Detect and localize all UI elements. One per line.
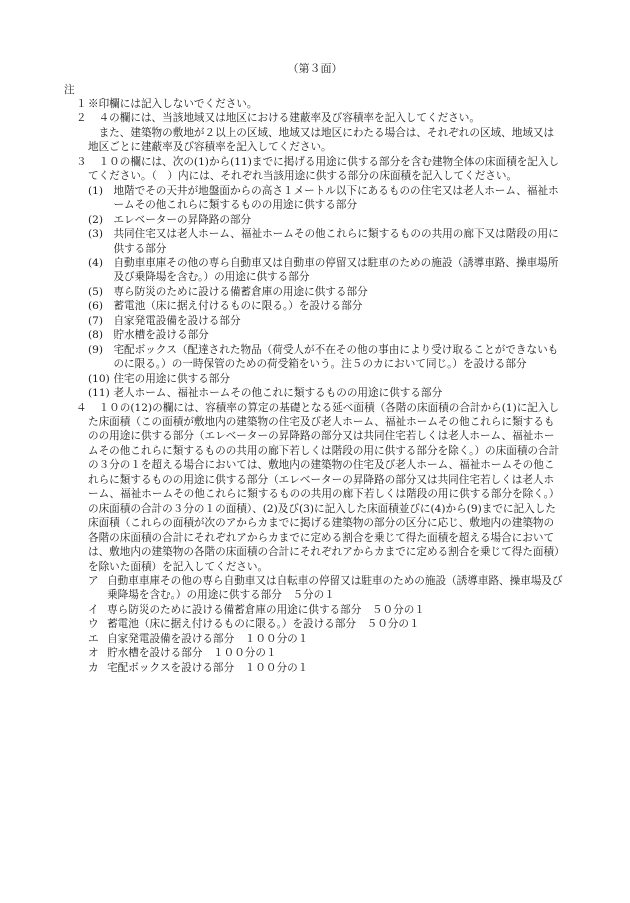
note-number: １	[76, 98, 87, 110]
note-2	[64, 111, 564, 154]
notes-list	[64, 97, 564, 675]
subitem-text: 蓄電池（床に据え付けるものに限る。）を設ける部分	[113, 300, 363, 313]
subitem-text: 自動車車庫その他の専ら自動車又は自動車の停留又は駐車のための施設（誘導車路、操車場所及び乗降場を含む。）の用途に供する部分	[113, 256, 559, 284]
note-subitem	[88, 617, 564, 631]
subitem-number: ア	[88, 574, 99, 587]
note-subitem	[88, 285, 564, 299]
subitem-ratio: １００分の１	[213, 647, 277, 660]
note-subitem	[88, 256, 564, 285]
note-subitem	[88, 386, 564, 400]
note-text: ※印欄には記入しないでください。	[88, 98, 258, 110]
subitem-text: 住宅の用途に供する部分	[113, 372, 230, 385]
subitem-text: 自家発電設備を設ける部分	[113, 314, 241, 327]
subitem-ratio: ５０分の１	[366, 618, 420, 631]
subitem-text: 自家発電設備を設ける部分	[107, 632, 235, 645]
note-1	[64, 97, 564, 111]
note-subitem	[88, 184, 564, 213]
note-text: １０の(12)の欄には、容積率の算定の基礎となる延べ面積（各階の床面積の合計から(1)に記入した床面積（この面積が敷地内の建築物の住宅及び老人ホーム、福祉ホームその他これらに類するものの用途に供する部分（エレベーターの昇降路の部分又は共同住宅若しくは老人ホーム、福祉ホームその他これらに類するものの共用の廊下若しくは階段の用に供する部分を除く。）の床面積の合計の３分の１を超える場合においては、敷地内の建築物の住宅及び老人ホーム、福祉ホームその他これらに類するものの用途に供する部分（エレベーターの昇降路の部分又は共同住宅若しくは老人ホーム、福祉ホームその他これらに類するものの共用の廊下若しくは階段の用に供する部分を除く。）の床面積の合計の３分の１の面積）、(2)及び(3)に記入した床面積並びに(4)から(9)までに記入した床面積（これらの面積が次のアからカまでに掲げる建築物の部分の区分に応じ、敷地内の建築物の各階の床面積の合計にそれぞれアからカまでに定める割合を乗じて得た面積を超える場合においては、敷地内の建築物の各階の床面積の合計にそれぞれアからカまでに定める割合を乗じて得た面積）を除いた面積）を記入してください。	[88, 401, 560, 573]
subitem-number: (5)	[88, 285, 104, 298]
subitem-ratio: ５０分の１	[371, 603, 425, 616]
note-number: ２	[76, 112, 87, 125]
subitem-text: 共同住宅又は老人ホーム、福祉ホームその他これらに類するものの共用の廊下又は階段の用に供する部分	[113, 228, 559, 255]
note-subitem	[88, 603, 564, 617]
subitem-number: オ	[88, 647, 99, 660]
subitem-number: エ	[88, 632, 99, 645]
note-subitem	[88, 314, 564, 328]
note-4	[64, 401, 564, 676]
note-subitem	[88, 227, 564, 256]
note-subitem	[88, 574, 564, 603]
subitem-ratio: １００分の１	[244, 632, 309, 645]
subitem-text: 老人ホーム、福祉ホームその他これに類するものの用途に供する部分	[113, 387, 443, 400]
subitem-number: (9)	[88, 343, 104, 356]
subitem-number: イ	[88, 603, 99, 616]
note-number: ３	[76, 155, 87, 168]
note-subitem	[88, 213, 564, 227]
note-subitem	[88, 372, 564, 386]
note-text: １０の欄には、次の(1)から(11)までに掲げる用途に供する部分を含む建物全体の床面積を記入してください。（ ）内には、それぞれ当該用途に供する部分の床面積を記入してください。	[88, 155, 560, 183]
subitem-text: エレベーターの昇降路の部分	[113, 213, 252, 226]
subitem-ratio: ５分の１	[292, 589, 335, 602]
subitem-number: (4)	[88, 256, 104, 269]
notes-label: 注	[64, 84, 75, 96]
subitem-text: 専ら防災のために設ける備蓄倉庫の用途に供する部分	[107, 603, 362, 616]
subitem-number: (8)	[88, 329, 104, 342]
subitem-text: 宅配ボックス（配達された物品（荷受人が不在その他の事由により受け取ることができないものに限る。）の一時保管のための荷受箱をいう。注５のカにおいて同じ。）を設ける部分	[113, 343, 559, 371]
subitem-number: (2)	[88, 213, 104, 226]
subitem-text: 宅配ボックスを設ける部分	[107, 661, 235, 674]
subitem-number: (10)	[88, 372, 110, 385]
subitem-text: 専ら防災のために設ける備蓄倉庫の用途に供する部分	[113, 285, 368, 298]
note-number: ４	[76, 401, 87, 414]
subitem-number: (11)	[88, 387, 110, 400]
note-subitem	[88, 661, 564, 675]
note-subitem	[88, 632, 564, 646]
subitem-number: (7)	[88, 314, 104, 327]
note-subitem	[88, 328, 564, 342]
subitem-text: 貯水槽を設ける部分	[113, 329, 209, 342]
subitem-text: 自動車車庫その他の専ら自動車又は自転車の停留又は駐車のための施設（誘導車路、操車場及び乗降場を含む。）の用途に供する部分	[107, 574, 563, 602]
subitem-number: カ	[88, 661, 99, 674]
subitem-ratio: １００分の１	[244, 661, 309, 674]
note-3	[64, 155, 564, 401]
note-text: ４の欄には、当該地域又は地区における建蔽率及び容積率を記入してください。	[98, 112, 480, 125]
subitem-number: (1)	[88, 184, 104, 197]
page-title: （第３面）	[287, 62, 343, 75]
subitem-number: ウ	[88, 618, 99, 631]
note-subitem	[88, 646, 564, 660]
note-subitem	[88, 299, 564, 313]
subitem-number: (6)	[88, 300, 104, 313]
subitem-text: 貯水槽を設ける部分	[107, 647, 203, 660]
subitem-number: (3)	[88, 228, 104, 241]
note-subitem	[88, 343, 564, 372]
subitem-text: 蓄電池（床に据え付けるものに限る。）を設ける部分	[107, 618, 357, 631]
note-text: また、建築物の敷地が２以上の区域、地域又は地区にわたる場合は、それぞれの区域、地域又は地区ごとに建蔽率及び容積率を記入してください。	[88, 126, 555, 154]
subitem-text: 地階でその天井が地盤面からの高さ１メートル以下にあるものの住宅又は老人ホーム、福祉ホームその他これらに類するものの用途に供する部分	[113, 184, 559, 212]
